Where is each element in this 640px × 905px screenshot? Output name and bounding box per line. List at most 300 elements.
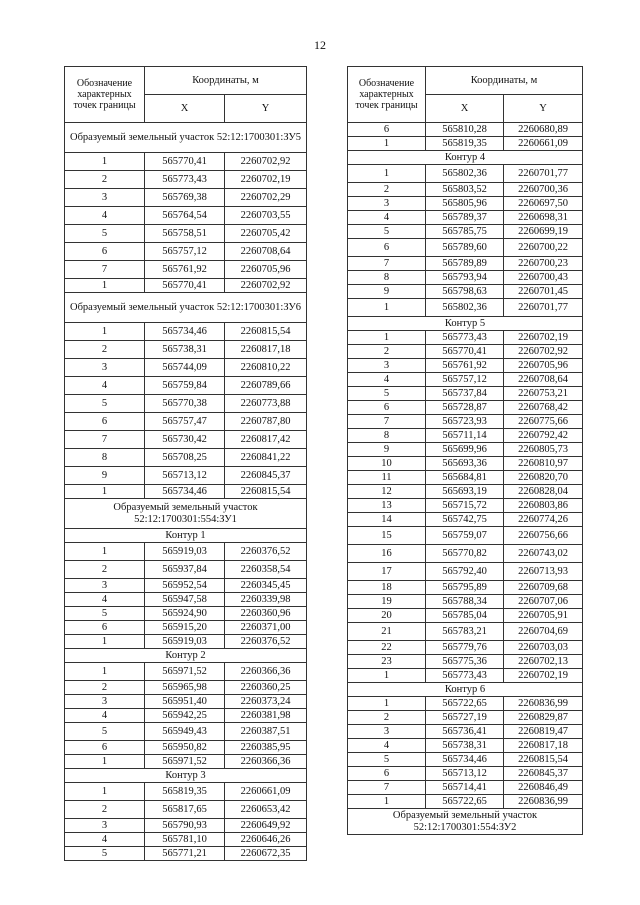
point-number-cell: 3 — [65, 359, 145, 377]
point-number-cell: 1 — [65, 543, 145, 561]
y-coordinate-cell: 2260705,42 — [225, 225, 307, 243]
contour-title: Контур 2 — [65, 649, 307, 663]
table-row — [348, 359, 583, 373]
y-coordinate-cell: 2260756,66 — [504, 527, 583, 545]
point-number-cell: 4 — [348, 373, 426, 387]
point-number-cell: 7 — [348, 257, 426, 271]
point-number-cell: 2 — [65, 341, 145, 359]
x-coordinate-cell: 565770,82 — [426, 545, 504, 563]
y-coordinate-cell: 2260846,49 — [504, 781, 583, 795]
table-row — [348, 499, 583, 513]
x-coordinate-cell: 565795,89 — [426, 581, 504, 595]
y-coordinate-cell: 2260820,70 — [504, 471, 583, 485]
coordinates-header: Координаты, м — [426, 67, 583, 95]
point-number-cell: 21 — [348, 623, 426, 641]
x-coordinate-cell: 565713,12 — [145, 467, 225, 485]
x-coordinate-cell: 565792,40 — [426, 563, 504, 581]
point-number-cell: 6 — [65, 621, 145, 635]
contour-row — [65, 769, 307, 783]
table-row — [65, 593, 307, 607]
x-coordinate-cell: 565793,94 — [426, 271, 504, 285]
y-coordinate-cell: 2260792,42 — [504, 429, 583, 443]
x-coordinate-cell: 565737,84 — [426, 387, 504, 401]
x-coordinate-cell: 565817,65 — [145, 801, 225, 819]
table-row — [348, 697, 583, 711]
y-coordinate-cell: 2260704,69 — [504, 623, 583, 641]
point-designation-header: Обозначение характерных точек границы — [348, 67, 426, 123]
table-row — [348, 345, 583, 359]
point-number-cell: 7 — [65, 261, 145, 279]
y-coordinate-cell: 2260699,19 — [504, 225, 583, 239]
y-coordinate-cell: 2260702,29 — [225, 189, 307, 207]
y-coordinate-cell: 2260702,92 — [225, 279, 307, 293]
point-number-cell: 4 — [348, 739, 426, 753]
point-number-cell: 4 — [65, 833, 145, 847]
point-number-cell: 8 — [348, 429, 426, 443]
table-row — [65, 607, 307, 621]
table-row — [65, 801, 307, 819]
table-row — [348, 257, 583, 271]
table-row — [348, 197, 583, 211]
y-coordinate-cell: 2260703,03 — [504, 641, 583, 655]
table-row — [65, 377, 307, 395]
y-coordinate-cell: 2260817,18 — [504, 739, 583, 753]
y-coordinate-cell: 2260817,18 — [225, 341, 307, 359]
x-coordinate-cell: 565770,41 — [145, 279, 225, 293]
y-coordinate-cell: 2260376,52 — [225, 635, 307, 649]
x-coordinate-cell: 565951,40 — [145, 695, 225, 709]
table-row — [348, 415, 583, 429]
table-row — [348, 271, 583, 285]
x-header: X — [145, 95, 225, 123]
y-coordinate-cell: 2260836,99 — [504, 697, 583, 711]
table-row — [65, 279, 307, 293]
point-number-cell: 22 — [348, 641, 426, 655]
point-number-cell: 12 — [348, 485, 426, 499]
table-row — [348, 299, 583, 317]
point-number-cell: 2 — [348, 345, 426, 359]
table-row — [65, 225, 307, 243]
point-number-cell: 1 — [348, 795, 426, 809]
x-coordinate-cell: 565942,25 — [145, 709, 225, 723]
contour-title: Контур 5 — [348, 317, 583, 331]
point-number-cell: 5 — [65, 395, 145, 413]
table-row — [65, 413, 307, 431]
y-coordinate-cell: 2260810,22 — [225, 359, 307, 377]
table-row — [348, 725, 583, 739]
x-coordinate-cell: 565775,36 — [426, 655, 504, 669]
x-coordinate-cell: 565684,81 — [426, 471, 504, 485]
contour-row — [65, 529, 307, 543]
x-coordinate-cell: 565736,41 — [426, 725, 504, 739]
point-number-cell: 7 — [65, 431, 145, 449]
contour-title: Контур 1 — [65, 529, 307, 543]
point-number-cell: 6 — [348, 401, 426, 415]
x-coordinate-cell: 565773,43 — [426, 331, 504, 345]
x-coordinate-cell: 565738,31 — [145, 341, 225, 359]
point-number-cell: 3 — [65, 819, 145, 833]
y-coordinate-cell: 2260815,54 — [504, 753, 583, 767]
x-coordinate-cell: 565773,43 — [145, 171, 225, 189]
y-coordinate-cell: 2260708,64 — [225, 243, 307, 261]
x-coordinate-cell: 565802,36 — [426, 165, 504, 183]
parcel-title: Образуемый земельный участок 52:12:1700301:ЗУ6 — [65, 293, 307, 323]
y-coordinate-cell: 2260815,54 — [225, 323, 307, 341]
point-number-cell: 14 — [348, 513, 426, 527]
x-coordinate-cell: 565949,43 — [145, 723, 225, 741]
table-row — [65, 819, 307, 833]
point-number-cell: 6 — [65, 413, 145, 431]
x-coordinate-cell: 565971,52 — [145, 755, 225, 769]
point-number-cell: 1 — [65, 755, 145, 769]
point-number-cell: 1 — [348, 299, 426, 317]
y-coordinate-cell: 2260702,92 — [225, 153, 307, 171]
y-coordinate-cell: 2260646,26 — [225, 833, 307, 847]
x-coordinate-cell: 565788,34 — [426, 595, 504, 609]
x-coordinate-cell: 565714,41 — [426, 781, 504, 795]
y-coordinate-cell: 2260385,95 — [225, 741, 307, 755]
y-coordinate-cell: 2260815,54 — [225, 485, 307, 499]
table-row — [65, 663, 307, 681]
x-coordinate-cell: 565742,75 — [426, 513, 504, 527]
parcel-section-row — [348, 809, 583, 835]
y-coordinate-cell: 2260705,96 — [504, 359, 583, 373]
x-coordinate-cell: 565757,12 — [145, 243, 225, 261]
y-coordinate-cell: 2260360,25 — [225, 681, 307, 695]
table-row — [65, 449, 307, 467]
table-row — [65, 755, 307, 769]
point-number-cell: 2 — [65, 801, 145, 819]
table-row — [348, 609, 583, 623]
point-number-cell: 1 — [65, 323, 145, 341]
y-coordinate-cell: 2260358,54 — [225, 561, 307, 579]
y-coordinate-cell: 2260810,97 — [504, 457, 583, 471]
x-coordinate-cell: 565693,36 — [426, 457, 504, 471]
y-coordinate-cell: 2260805,73 — [504, 443, 583, 457]
table-row — [65, 543, 307, 561]
table-row — [348, 485, 583, 499]
y-coordinate-cell: 2260743,02 — [504, 545, 583, 563]
x-coordinate-cell: 565919,03 — [145, 635, 225, 649]
table-row — [348, 285, 583, 299]
y-coordinate-cell: 2260709,68 — [504, 581, 583, 595]
y-coordinate-cell: 2260708,64 — [504, 373, 583, 387]
table-row — [348, 211, 583, 225]
point-number-cell: 1 — [65, 783, 145, 801]
y-coordinate-cell: 2260707,06 — [504, 595, 583, 609]
y-coordinate-cell: 2260705,91 — [504, 609, 583, 623]
x-coordinate-cell: 565713,12 — [426, 767, 504, 781]
x-coordinate-cell: 565971,52 — [145, 663, 225, 681]
x-coordinate-cell: 565761,92 — [145, 261, 225, 279]
point-number-cell: 5 — [348, 753, 426, 767]
table-row — [65, 431, 307, 449]
table-row — [348, 563, 583, 581]
point-number-cell: 15 — [348, 527, 426, 545]
y-coordinate-cell: 2260661,09 — [504, 137, 583, 151]
table-row — [348, 595, 583, 609]
x-coordinate-cell: 565728,87 — [426, 401, 504, 415]
table-row — [65, 323, 307, 341]
y-coordinate-cell: 2260680,89 — [504, 123, 583, 137]
point-number-cell: 20 — [348, 609, 426, 623]
x-coordinate-cell: 565759,07 — [426, 527, 504, 545]
point-number-cell: 9 — [348, 285, 426, 299]
parcel-section-row — [65, 123, 307, 153]
x-coordinate-cell: 565734,46 — [145, 323, 225, 341]
y-coordinate-cell: 2260697,50 — [504, 197, 583, 211]
contour-row — [348, 151, 583, 165]
y-coordinate-cell: 2260381,98 — [225, 709, 307, 723]
x-coordinate-cell: 565734,46 — [426, 753, 504, 767]
y-coordinate-cell: 2260702,19 — [504, 331, 583, 345]
point-number-cell: 4 — [65, 207, 145, 225]
coordinates-table-right — [347, 66, 583, 835]
point-number-cell: 2 — [65, 681, 145, 695]
x-coordinate-cell: 565952,54 — [145, 579, 225, 593]
point-number-cell: 18 — [348, 581, 426, 595]
table-row — [348, 581, 583, 595]
x-coordinate-cell: 565947,58 — [145, 593, 225, 607]
y-coordinate-cell: 2260703,55 — [225, 207, 307, 225]
point-number-cell: 4 — [348, 211, 426, 225]
table-row — [348, 795, 583, 809]
y-coordinate-cell: 2260705,96 — [225, 261, 307, 279]
point-number-cell: 1 — [348, 137, 426, 151]
x-coordinate-cell: 565757,47 — [145, 413, 225, 431]
y-coordinate-cell: 2260768,42 — [504, 401, 583, 415]
x-coordinate-cell: 565734,46 — [145, 485, 225, 499]
table-row — [65, 485, 307, 499]
parcel-title: Образуемый земельный участок 52:12:1700301:554:ЗУ2 — [348, 809, 583, 835]
table-row — [65, 741, 307, 755]
x-coordinate-cell: 565781,10 — [145, 833, 225, 847]
contour-row — [65, 649, 307, 663]
parcel-section-row — [65, 293, 307, 323]
table-row — [65, 681, 307, 695]
table-row — [65, 635, 307, 649]
y-coordinate-cell: 2260345,45 — [225, 579, 307, 593]
table-row — [348, 401, 583, 415]
point-number-cell: 8 — [65, 449, 145, 467]
table-row — [65, 341, 307, 359]
table-row — [348, 471, 583, 485]
table-row — [65, 579, 307, 593]
table-row — [348, 373, 583, 387]
y-coordinate-cell: 2260753,21 — [504, 387, 583, 401]
point-number-cell: 3 — [348, 725, 426, 739]
y-coordinate-cell: 2260649,92 — [225, 819, 307, 833]
y-coordinate-cell: 2260371,00 — [225, 621, 307, 635]
table-row — [348, 183, 583, 197]
x-coordinate-cell: 565770,38 — [145, 395, 225, 413]
y-coordinate-cell: 2260672,35 — [225, 847, 307, 861]
y-coordinate-cell: 2260845,37 — [225, 467, 307, 485]
point-number-cell: 8 — [348, 271, 426, 285]
table-row — [348, 429, 583, 443]
table-row — [348, 387, 583, 401]
x-coordinate-cell: 565785,75 — [426, 225, 504, 239]
table-row — [348, 641, 583, 655]
table-row — [65, 359, 307, 377]
contour-title: Контур 4 — [348, 151, 583, 165]
point-number-cell: 3 — [65, 579, 145, 593]
y-coordinate-cell: 2260702,19 — [225, 171, 307, 189]
point-number-cell: 3 — [348, 359, 426, 373]
y-coordinate-cell: 2260376,52 — [225, 543, 307, 561]
point-number-cell: 1 — [65, 153, 145, 171]
point-number-cell: 4 — [65, 709, 145, 723]
table-row — [348, 655, 583, 669]
x-coordinate-cell: 565738,31 — [426, 739, 504, 753]
contour-row — [348, 317, 583, 331]
x-coordinate-cell: 565790,93 — [145, 819, 225, 833]
y-coordinate-cell: 2260701,77 — [504, 165, 583, 183]
point-number-cell: 3 — [65, 695, 145, 709]
x-coordinate-cell: 565769,38 — [145, 189, 225, 207]
x-coordinate-cell: 565819,35 — [426, 137, 504, 151]
contour-row — [348, 683, 583, 697]
point-number-cell: 1 — [348, 669, 426, 683]
y-coordinate-cell: 2260366,36 — [225, 755, 307, 769]
point-number-cell: 1 — [65, 663, 145, 681]
x-coordinate-cell: 565699,96 — [426, 443, 504, 457]
y-coordinate-cell: 2260819,47 — [504, 725, 583, 739]
y-coordinate-cell: 2260702,92 — [504, 345, 583, 359]
table-row — [348, 711, 583, 725]
x-coordinate-cell: 565722,65 — [426, 697, 504, 711]
table-row — [65, 783, 307, 801]
y-header: Y — [504, 95, 583, 123]
parcel-title: Образуемый земельный участок 52:12:1700301:ЗУ5 — [65, 123, 307, 153]
table-row — [348, 623, 583, 641]
table-row — [65, 561, 307, 579]
point-number-cell: 1 — [348, 165, 426, 183]
table-row — [65, 621, 307, 635]
point-number-cell: 17 — [348, 563, 426, 581]
x-coordinate-cell: 565727,19 — [426, 711, 504, 725]
x-coordinate-cell: 565803,52 — [426, 183, 504, 197]
y-coordinate-cell: 2260387,51 — [225, 723, 307, 741]
point-number-cell: 2 — [348, 711, 426, 725]
x-coordinate-cell: 565770,41 — [145, 153, 225, 171]
table-row — [348, 527, 583, 545]
x-coordinate-cell: 565771,21 — [145, 847, 225, 861]
y-coordinate-cell: 2260702,13 — [504, 655, 583, 669]
table-row — [65, 261, 307, 279]
table-row — [348, 457, 583, 471]
y-coordinate-cell: 2260339,98 — [225, 593, 307, 607]
x-coordinate-cell: 565711,14 — [426, 429, 504, 443]
point-number-cell: 5 — [65, 847, 145, 861]
y-coordinate-cell: 2260373,24 — [225, 695, 307, 709]
page-number: 12 — [314, 38, 326, 52]
y-coordinate-cell: 2260698,31 — [504, 211, 583, 225]
x-coordinate-cell: 565965,98 — [145, 681, 225, 695]
y-header: Y — [225, 95, 307, 123]
x-coordinate-cell: 565761,92 — [426, 359, 504, 373]
point-number-cell: 1 — [65, 279, 145, 293]
point-number-cell: 3 — [348, 197, 426, 211]
coordinates-header: Координаты, м — [145, 67, 307, 95]
table-row — [348, 767, 583, 781]
table-row — [65, 189, 307, 207]
x-coordinate-cell: 565744,09 — [145, 359, 225, 377]
contour-title: Контур 3 — [65, 769, 307, 783]
point-number-cell: 10 — [348, 457, 426, 471]
y-coordinate-cell: 2260702,19 — [504, 669, 583, 683]
x-coordinate-cell: 565937,84 — [145, 561, 225, 579]
table-row — [65, 395, 307, 413]
contour-title: Контур 6 — [348, 683, 583, 697]
x-coordinate-cell: 565919,03 — [145, 543, 225, 561]
y-coordinate-cell: 2260701,45 — [504, 285, 583, 299]
y-coordinate-cell: 2260803,86 — [504, 499, 583, 513]
point-number-cell: 23 — [348, 655, 426, 669]
point-number-cell: 6 — [348, 239, 426, 257]
x-coordinate-cell: 565802,36 — [426, 299, 504, 317]
x-coordinate-cell: 565779,76 — [426, 641, 504, 655]
y-coordinate-cell: 2260701,77 — [504, 299, 583, 317]
point-number-cell: 5 — [348, 225, 426, 239]
y-coordinate-cell: 2260817,42 — [225, 431, 307, 449]
point-number-cell: 7 — [348, 415, 426, 429]
y-coordinate-cell: 2260828,04 — [504, 485, 583, 499]
y-coordinate-cell: 2260366,36 — [225, 663, 307, 681]
y-coordinate-cell: 2260841,22 — [225, 449, 307, 467]
y-coordinate-cell: 2260787,80 — [225, 413, 307, 431]
point-number-cell: 16 — [348, 545, 426, 563]
x-coordinate-cell: 565715,72 — [426, 499, 504, 513]
table-row — [348, 513, 583, 527]
point-number-cell: 1 — [65, 635, 145, 649]
point-number-cell: 4 — [65, 593, 145, 607]
x-coordinate-cell: 565757,12 — [426, 373, 504, 387]
x-coordinate-cell: 565785,04 — [426, 609, 504, 623]
y-coordinate-cell: 2260773,88 — [225, 395, 307, 413]
x-coordinate-cell: 565770,41 — [426, 345, 504, 359]
point-number-cell: 11 — [348, 471, 426, 485]
x-coordinate-cell: 565773,43 — [426, 669, 504, 683]
table-row — [65, 695, 307, 709]
table-row — [348, 753, 583, 767]
x-coordinate-cell: 565783,21 — [426, 623, 504, 641]
point-number-cell: 5 — [348, 387, 426, 401]
x-coordinate-cell: 565819,35 — [145, 783, 225, 801]
point-number-cell: 9 — [348, 443, 426, 457]
table-row — [348, 739, 583, 753]
table-row — [65, 207, 307, 225]
table-row — [348, 123, 583, 137]
x-coordinate-cell: 565708,25 — [145, 449, 225, 467]
y-coordinate-cell: 2260661,09 — [225, 783, 307, 801]
parcel-section-row — [65, 499, 307, 529]
point-number-cell: 13 — [348, 499, 426, 513]
table-row — [65, 153, 307, 171]
point-number-cell: 1 — [348, 331, 426, 345]
point-number-cell: 2 — [348, 183, 426, 197]
x-coordinate-cell: 565759,84 — [145, 377, 225, 395]
y-coordinate-cell: 2260713,93 — [504, 563, 583, 581]
x-coordinate-cell: 565789,37 — [426, 211, 504, 225]
coordinates-table-left — [64, 66, 307, 861]
point-number-cell: 1 — [65, 485, 145, 499]
point-number-cell: 6 — [348, 767, 426, 781]
x-coordinate-cell: 565810,28 — [426, 123, 504, 137]
right-table-body — [348, 123, 583, 835]
x-coordinate-cell: 565950,82 — [145, 741, 225, 755]
table-row — [348, 545, 583, 563]
